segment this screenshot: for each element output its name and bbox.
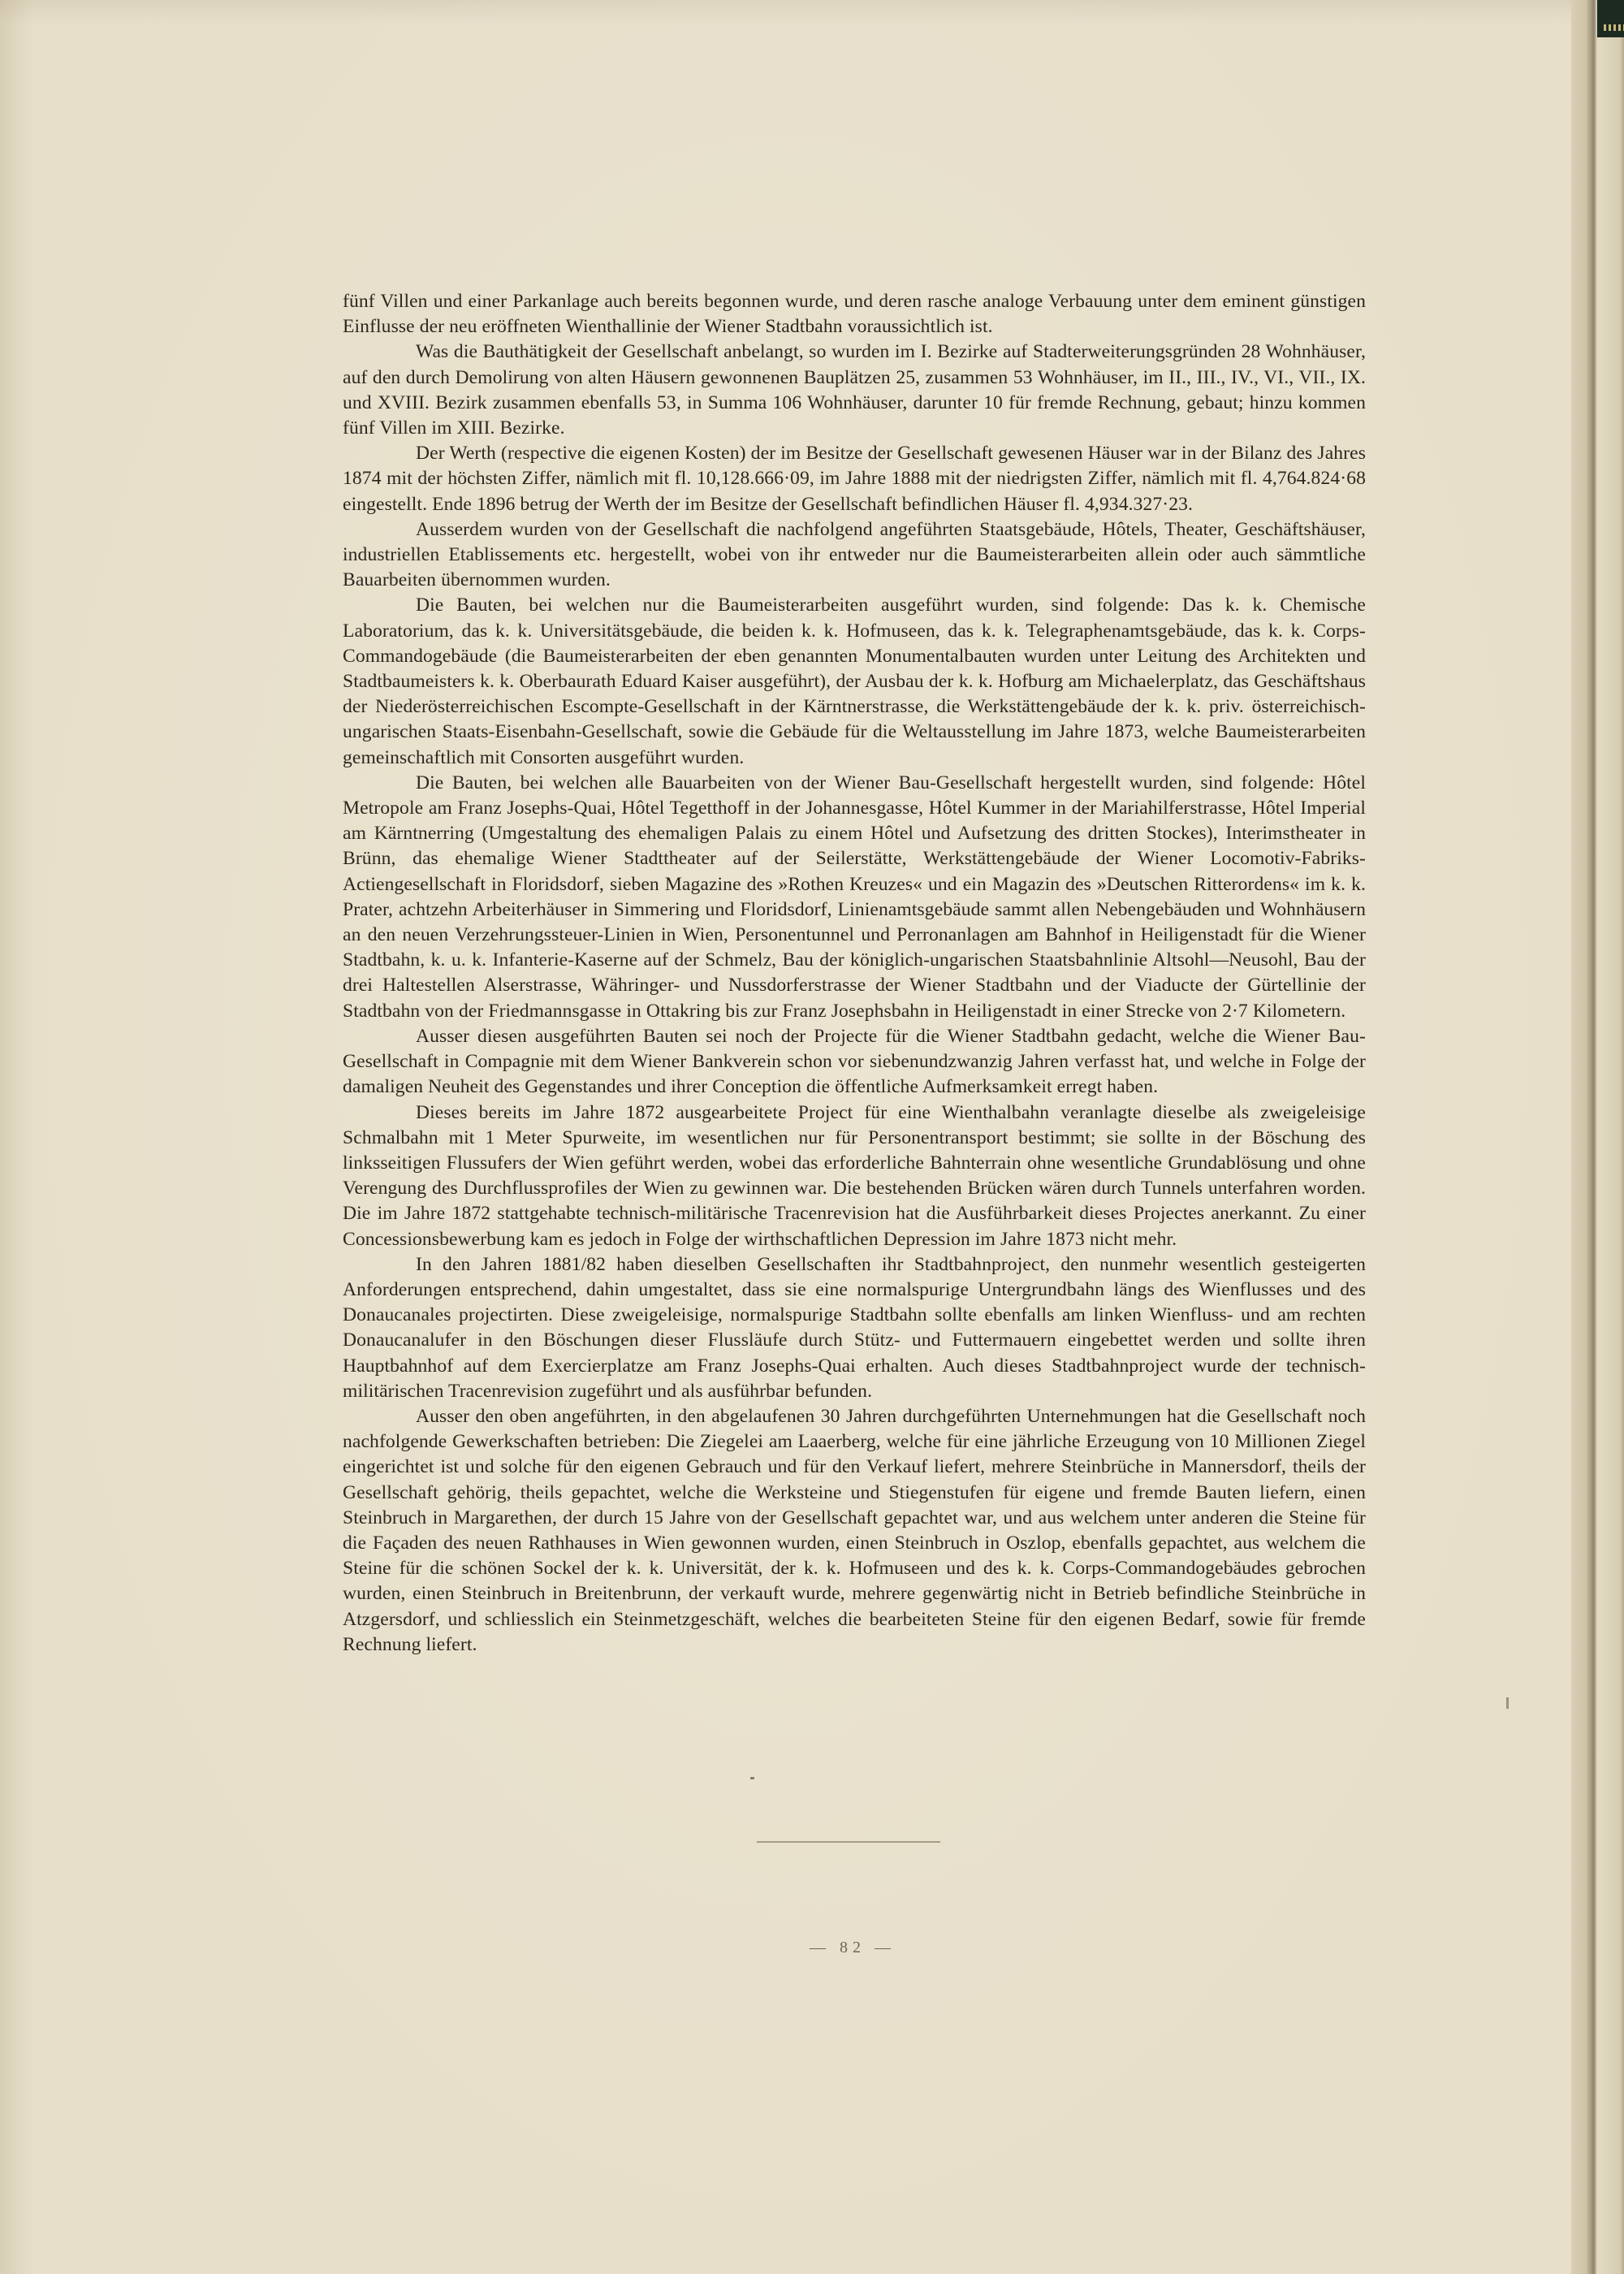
paragraph-house-value: Der Werth (respective die eigenen Kosten) der im Besitze der Gesellschaft gewesenen Häuser war in der Bilanz des Jahres 1874 mit der höchsten Ziffer, nämlich mit fl. 10,128.666·09, im Jahre 1888 mit der niedrigsten Ziffer, nämlich mit fl. 4,764.824·68 eingestellt. Ende 1896 betrug der Werth der im Besitze der Gesellschaft befindlichen Häuser fl. 4,934.327·23. [343,443,1366,515]
paragraph-wienthalbahn-1872: Dieses bereits im Jahre 1872 ausgearbeitete Project für eine Wienthalbahn veranlagte dieselbe als zweigeleisige Schmalbahn mit 1 Meter Spurweite, im wesentlichen nur für Personentransport bestimmt; sie sollte in der Böschung des linksseitigen Flussufers der Wien geführt werden, wobei das erforderliche Bahnterrain ohne wesentliche Grundablösung und ohne Verengung des Durchflussprofiles der Wien zu gewinnen war. Die bestehenden Brücken wären durch Tunnels unterfahren worden. Die im Jahre 1872 stattgehabte technisch-militärische Tracenrevision hat die Ausführbarkeit dieses Projectes anerkannt. Zu einer Concessionsbewerbung kam es jedoch in Folge der wirthschaftlichen Depression im Jahre 1873 nicht mehr. [343,1101,1366,1250]
book-spine-strip [1597,0,1624,37]
section-rule [757,1841,940,1843]
margin-mark [1506,1697,1509,1709]
page-binding-edge [1571,0,1624,2274]
paragraph-building-activity: Was die Bauthätigkeit der Gesellschaft anbelangt, so wurden im I. Bezirke auf Stadterweiterungsgründen 28 Wohnhäuser, auf den durch Demolirung von alten Häusern gewonnenen Bauplätzen 25, zusammen 53 Wohnhäuser, im II., III., IV., VI., VII., IX. und XVIII. Bezirk zusammen ebenfalls 53, in Summa 106 Wohnhäuser, darunter 10 für fremde Rechnung, gebaut; hinzu kommen fünf Villen im XIII. Bezirke. [343,341,1366,439]
page-number: — 82 — [810,1939,896,1956]
paragraph-quarries: Ausser den oben angeführten, in den abgelaufenen 30 Jahren durchgeführten Unternehmungen hat die Gesellschaft noch nachfolgende Gewerkschaften betrieben: Die Ziegelei am Laaerberg, welche für eine jährliche Erzeugung von 10 Millionen Ziegel eingerichtet ist und solche für den eigenen Gebrauch und für den Verkauf liefert, mehrere Steinbrüche in Mannersdorf, theils der Gesellschaft gehörig, theils gepachtet, welche die Werksteine und Stiegenstufen für eigene und fremde Bauten liefern, einen Steinbruch in Margarethen, der durch 15 Jahre von der Gesellschaft gepachtet war, und aus welchem unter anderen die Steine für die Façaden des neuen Rathhauses in Wien gewonnen wurden, einen Steinbruch in Oszlop, ebenfalls gepachtet, aus welchem die Steine für die schönen Sockel der k. k. Universität, der k. k. Hofmuseen und des k. k. Corps-Commandogebäudes gebrochen wurden, einen Steinbruch in Breitenbrunn, der verkauft wurde, mehrere gegenwärtig nicht in Betrieb befindliche Steinbrüche in Atzgersdorf, und schliesslich ein Steinmetzgeschäft, welches die bearbeiteten Steine für den eigenen Bedarf, sowie für fremde Rechnung liefert. [343,1405,1366,1655]
paragraph-state-buildings: Ausserdem wurden von der Gesellschaft die nachfolgend angeführten Staatsgebäude, Hôtels, Theater, Geschäftshäuser, industriellen Etablissements etc. hergestellt, wobei von ihr entweder nur die Baumeisterarbeiten allein oder auch sämmtliche Bauarbeiten übernommen wurden. [343,518,1366,591]
paragraph-stadtbahn-projects: Ausser diesen ausgeführten Bauten sei noch der Projecte für die Wiener Stadtbahn gedacht, welche die Wiener Bau-Gesellschaft in Compagnie mit dem Wiener Bankverein schon vor siebenundzwanzig Jahren verfasst hat, und welche in Folge der damaligen Neuheit des Gegenstandes und ihrer Conception die öffentliche Aufmerksamkeit erregt haben. [343,1025,1366,1098]
paragraph-all-works: Die Bauten, bei welchen alle Bauarbeiten von der Wiener Bau-Gesellschaft hergestellt wurden, sind folgende: Hôtel Metropole am Franz Josephs-Quai, Hôtel Tegetthoff in der Johannesgasse, Hôtel Kummer in der Mariahilferstrasse, Hôtel Imperial am Kärntnerring (Umgestaltung des ehemaligen Palais zu einem Hôtel und Aufsetzung des dritten Stockes), Interimstheater in Brünn, das ehemalige Wiener Stadttheater auf der Seilerstätte, Werkstättengebäude der Wiener Locomotiv-Fabriks-Actiengesellschaft in Floridsdorf, sieben Magazine des »Rothen Kreuzes« und ein Magazin des »Deutschen Ritterordens« im k. k. Prater, achtzehn Arbeiterhäuser in Simmering und Floridsdorf, Linienamtsgebäude sammt allen Nebengebäuden und Wohnhäusern an den neuen Verzehrungssteuer-Linien in Wien, Personentunnel und Perronanlagen am Bahnhof in Heiligenstadt für die Wiener Stadtbahn, k. u. k. Infanterie-Kaserne auf der Schmelz, Bau der königlich-ungarischen Staatsbahnlinie Altsohl—Neusohl, Bau der drei Haltestellen Alserstrasse, Währinger- und Nussdorferstrasse der Wiener Stadtbahn und der Viaducte der Gürtellinie der Stadtbahn von der Friedmannsgasse in Ottakring bis zur Franz Josephsbahn in Heiligenstadt in einer Strecke von 2·7 Kilometern. [343,772,1366,1022]
ink-speck [750,1777,754,1779]
paragraph-project-1881: In den Jahren 1881/82 haben dieselben Gesellschaften ihr Stadtbahnproject, den nunmehr wesentlich gesteigerten Anforderungen entsprechend, dahin umgestaltet, dass sie eine normalspurige Untergrundbahn längs des Wienflusses und des Donaucanales projectirten. Diese zweigeleisige, normalspurige Stadtbahn sollte ebenfalls am linken Wienfluss- und am rechten Donaucanalufer in den Böschungen dieser Flussläufe durch Stütz- und Futtermauern eingebettet werden und sollte ihren Hauptbahnhof auf dem Exercierplatze am Franz Josephs-Quai erhalten. Auch dieses Stadtbahnproject wurde der technisch-militärischen Tracenrevision zugeführt und als ausführbar befunden. [343,1253,1366,1402]
body-text [343,289,1366,1658]
paragraph-continuation: fünf Villen und einer Parkanlage auch bereits begonnen wurde, und deren rasche analoge Verbauung unter dem eminent günstigen Einflusse der neu eröffneten Wienthallinie der Wiener Stadtbahn voraussichtlich ist. [343,291,1366,338]
paragraph-masonry-works: Die Bauten, bei welchen nur die Baumeisterarbeiten ausgeführt wurden, sind folgende: Das k. k. Chemische Laboratorium, das k. k. Universitätsgebäude, die beiden k. k. Hofmuseen, das k. k. Telegraphenamtsgebäude, das k. k. Corps-Commandogebäude (die Baumeisterarbeiten der eben genannten Monumentalbauten wurden unter Leitung des Architekten und Stadtbaumeisters k. k. Oberbaurath Eduard Kaiser ausgeführt), der Ausbau der k. k. Hofburg am Michaelerplatz, das Geschäftshaus der Niederösterreichischen Escompte-Gesellschaft in der Kärntnerstrasse, die Werkstättengebäude der k. k. priv. österreichisch-ungarischen Staats-Eisenbahn-Gesellschaft, sowie die Gebäude für die Weltausstellung im Jahre 1873, welche Baumeisterarbeiten gemeinschaftlich mit Consorten ausgeführt wurden. [343,594,1366,768]
